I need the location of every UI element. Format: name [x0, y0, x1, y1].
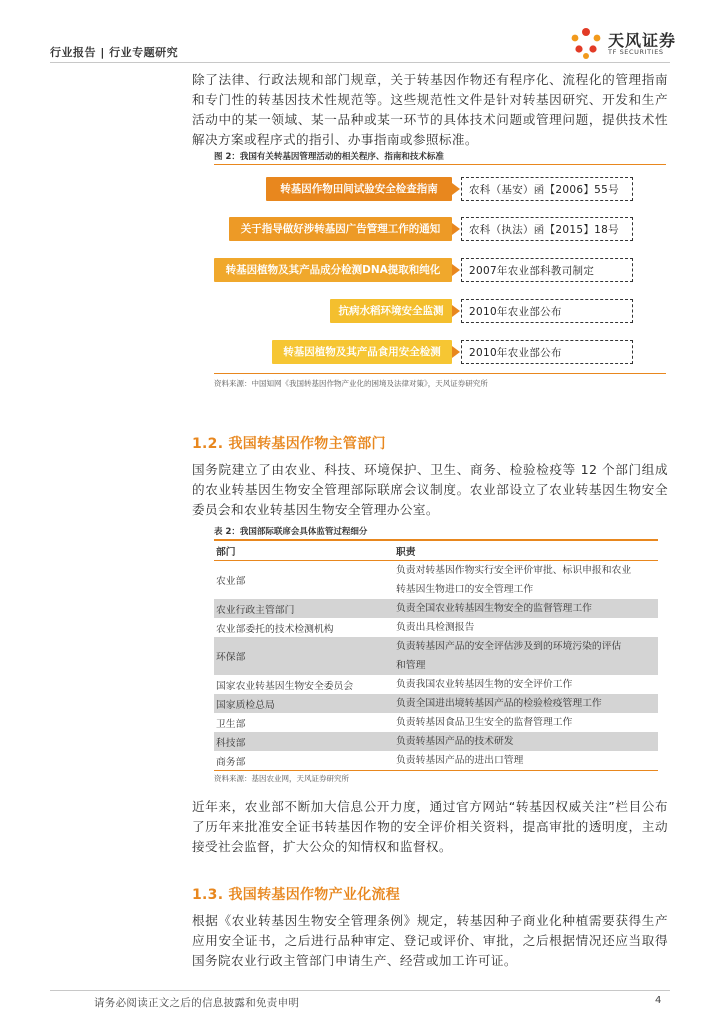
figure-source: 资料来源：中国知网《我国转基因作物产业化的困境及法律对策》，天风证券研究所: [214, 379, 488, 388]
figure-row-value: 农科（执法）函【2015】18号: [461, 217, 633, 241]
duty-cell: [394, 618, 658, 637]
page-number: 4: [655, 995, 662, 1006]
figure-row-label: 转基因作物田间试验安全检查指南: [266, 177, 452, 201]
table-row: [214, 751, 658, 771]
figure-row-label: 抗病水稻环境安全监测: [330, 299, 452, 323]
figure-row-value: 2007年农业部科教司制定: [461, 258, 633, 282]
arrow-right-icon: [452, 183, 460, 195]
figure-row-value: 2010年农业部公布: [461, 340, 633, 364]
column-header: 部门: [216, 546, 236, 558]
arrow-right-icon: [452, 264, 460, 276]
department-cell: 科技部: [216, 737, 246, 749]
column-header: 职责: [396, 546, 416, 558]
arrow-right-icon: [452, 223, 460, 235]
department-table: [214, 539, 658, 771]
duty-line: 负责转基因产品的技术研发: [396, 736, 514, 747]
duty-cell: [394, 637, 658, 675]
section-paragraph: 根据《农业转基因生物安全管理条例》规定，转基因种子商业化种植需要获得生产应用安全证书，之后进行品种审定、登记或评价、审批，之后根据情况还应当取得国务院农业行政主管部门申请生产、经营或加工许可证。: [192, 913, 668, 968]
table-source: 资料来源：基因农业网，天风证券研究所: [214, 774, 349, 783]
duty-line: 转基因生物进口的安全管理工作: [396, 584, 534, 595]
department-cell: 环保部: [216, 652, 246, 663]
figure-top-rule: [214, 164, 666, 165]
duty-line: 负责我国农业转基因生物的安全评价工作: [396, 679, 573, 690]
figure-row-label: 转基因植物及其产品成分检测DNA提取和纯化: [214, 258, 452, 282]
table-row: [214, 732, 658, 751]
duty-cell: [394, 694, 658, 713]
duty-cell: [394, 599, 658, 618]
footer-divider: [50, 990, 670, 991]
footer-disclaimer: 请务必阅读正文之后的信息披露和免责申明: [94, 997, 300, 1009]
table-row: [214, 637, 658, 675]
duty-line: 负责全国农业转基因生物安全的监督管理工作: [396, 603, 592, 614]
department-cell: 国家农业转基因生物安全委员会: [216, 680, 354, 692]
duty-cell: [394, 675, 658, 694]
figure-row-value: 农科（基安）函【2006】55号: [461, 177, 633, 201]
header-divider: [50, 62, 670, 63]
department-cell: 商务部: [216, 756, 246, 768]
table-row: [214, 599, 658, 618]
intro-paragraph: 除了法律、行政法规和部门规章，关于转基因作物还有程序化、流程化的管理指南和专门性的转基因技术性规范等。这些规范性文件是针对转基因研究、开发和生产活动中的某一领域、某一品种或某一环节的具体技术问题或管理问题，提供技术性解决方案或程序式的指引、办事指南或参照标准。: [192, 72, 668, 147]
section-heading: 1.3. 我国转基因作物产业化流程: [192, 887, 401, 903]
arrow-right-icon: [452, 305, 460, 317]
arrow-right-icon: [452, 346, 460, 358]
figure-bottom-rule: [214, 373, 666, 374]
table-title: 表 2：我国部际联席会具体监管过程细分: [214, 527, 368, 537]
table-row: [214, 675, 658, 694]
tf-logo-icon: [566, 26, 606, 60]
duty-cell: [394, 561, 658, 600]
duty-line: 负责全国进出境转基因产品的检验检疫管理工作: [396, 698, 602, 709]
table-row: [214, 694, 658, 713]
duty-line: 负责转基因产品的进出口管理: [396, 755, 524, 766]
figure-row-value: 2010年农业部公布: [461, 299, 633, 323]
table-header-row: [214, 540, 658, 561]
section-paragraph: 国务院建立了由农业、科技、环境保护、卫生、商务、检验检疫等 12 个部门组成的农业转基因生物安全管理部际联席会议制度。农业部设立了农业转基因生物安全委员会和农业转基因生物安全管理办公室。: [192, 462, 668, 517]
duty-line: 负责对转基因作物实行安全评价审批、标识申报和农业: [396, 565, 632, 576]
brand-name: 天风证券: [608, 31, 677, 50]
duty-cell: [394, 713, 658, 732]
duty-line: 负责出具检测报告: [396, 622, 475, 633]
duty-line: 负责转基因产品的安全评估涉及到的环境污染的评估: [396, 641, 622, 652]
table-row: [214, 713, 658, 732]
figure-row-label: 转基因植物及其产品食用安全检测: [272, 340, 452, 364]
section-heading: 1.2. 我国转基因作物主管部门: [192, 436, 386, 452]
figure-row-label: 关于指导做好涉转基因广告管理工作的通知: [229, 217, 452, 241]
table-row: [214, 561, 658, 600]
duty-cell: [394, 732, 658, 751]
department-cell: 卫生部: [216, 718, 246, 730]
duty-cell: [394, 751, 658, 771]
brand-name-en: TF SECURITIES: [608, 48, 664, 56]
table-row: [214, 618, 658, 637]
department-cell: 农业行政主管部门: [216, 604, 295, 616]
figure-title: 图 2：我国有关转基因管理活动的相关程序、指南和技术标准: [214, 152, 444, 162]
department-cell: 农业部: [216, 576, 246, 587]
report-category: 行业报告 | 行业专题研究: [50, 46, 179, 59]
info-disclosure-paragraph: 近年来，农业部不断加大信息公开力度，通过官方网站“转基因权威关注”栏目公布了历年来批准安全证书转基因作物的安全评价相关资料，提高审批的透明度，主动接受社会监督，扩大公众的知情权和监督权。: [192, 799, 668, 854]
department-cell: 国家质检总局: [216, 699, 275, 711]
duty-line: 和管理: [396, 660, 426, 671]
duty-line: 负责转基因食品卫生安全的监督管理工作: [396, 717, 573, 728]
department-cell: 农业部委托的技术检测机构: [216, 623, 334, 635]
